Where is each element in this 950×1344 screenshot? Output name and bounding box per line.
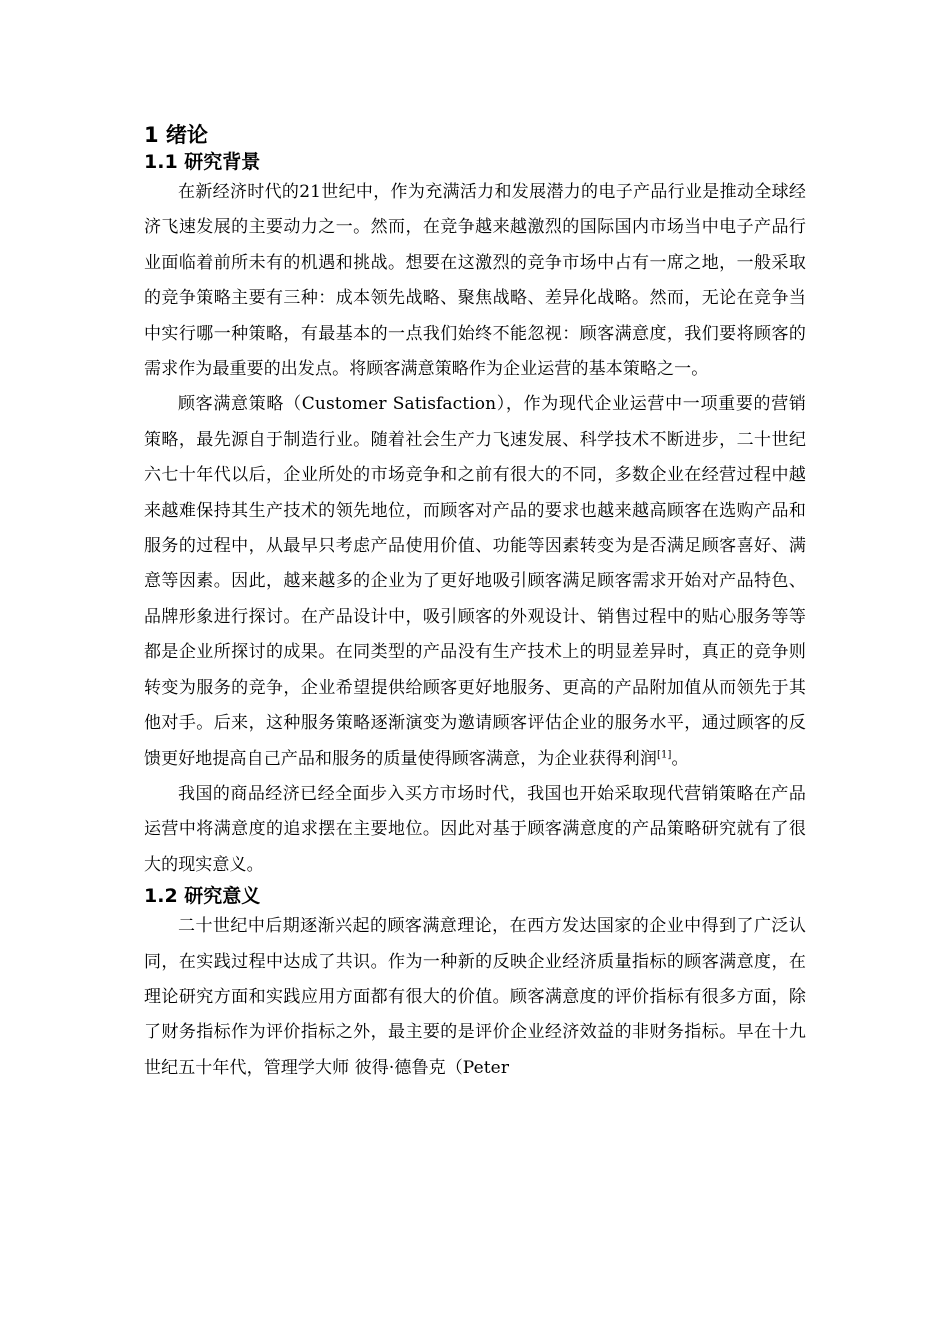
paragraph-background-2-end: 。 bbox=[671, 748, 689, 769]
section-heading-significance: 1.2 研究意义 bbox=[144, 885, 261, 908]
document-body bbox=[144, 121, 806, 1086]
paragraph-background-2 bbox=[144, 387, 806, 776]
paragraph-background-2-text: 顾客满意策略（Customer Satisfaction），作为现代企业运营中一项重要的营销策略，最先源自于制造行业。随着社会生产力飞速发展、科学技术不断进步，二十世纪六七十年代以后，企业所处的市场竞争和之前有很大的不同，多数企业在经营过程中越来越难保持其生产技术的领先地位，而顾客对产品的要求也越来越高顾客在选购产品和服务的过程中，从最早只考虑产品使用价值、功能等因素转变为是否满足顾客喜好、满意等因素。因此，越来越多的企业为了更好地吸引顾客满足顾客需求开始对产品特色、品牌形象进行探讨。在产品设计中，吸引顾客的外观设计、销售过程中的贴心服务等等都是企业所探讨的成果。在同类型的产品没有生产技术上的明显差异时，真正的竞争则转变为服务的竞争，企业希望提供给顾客更好地服务、更高的产品附加值从而领先于其他对手。后来，这种服务策略逐渐演变为邀请顾客评估企业的服务水平，通过顾客的反馈更好地提高自己产品和服务的质量使得顾客满意，为企业获得利润 bbox=[144, 394, 806, 769]
paragraph-background-1: 在新经济时代的21世纪中，作为充满活力和发展潜力的电子产品行业是推动全球经济飞速发展的主要动力之一。然而，在竞争越来越激烈的国际国内市场当中电子产品行业面临着前所未有的机遇和挑战。想要在这激烈的竞争市场中占有一席之地，一般采取的竞争策略主要有三种：成本领先战略、聚焦战略、差异化战略。然而，无论在竞争当中实行哪一种策略，有最基本的一点我们始终不能忽视：顾客满意度，我们要将顾客的需求作为最重要的出发点。将顾客满意策略作为企业运营的基本策略之一。 bbox=[144, 182, 806, 380]
paragraph-background-3: 我国的商品经济已经全面步入买方市场时代，我国也开始采取现代营销策略在产品运营中将满意度的追求摆在主要地位。因此对基于顾客满意度的产品策略研究就有了很大的现实意义。 bbox=[144, 783, 806, 875]
chapter-heading: 1 绪论 bbox=[144, 123, 208, 147]
paragraph-significance-1: 二十世纪中后期逐渐兴起的顾客满意理论，在西方发达国家的企业中得到了广泛认同，在实践过程中达成了共识。作为一种新的反映企业经济质量指标的顾客满意度，在理论研究方面和实践应用方面都有很大的价值。顾客满意度的评价指标有很多方面，除了财务指标作为评价指标之外，最主要的是评价企业经济效益的非财务指标。早在十九世纪五十年代，管理学大师 彼得·德鲁克（Peter bbox=[144, 916, 806, 1078]
citation-marker: [1] bbox=[657, 748, 672, 760]
section-heading-background: 1.1 研究背景 bbox=[144, 151, 261, 173]
